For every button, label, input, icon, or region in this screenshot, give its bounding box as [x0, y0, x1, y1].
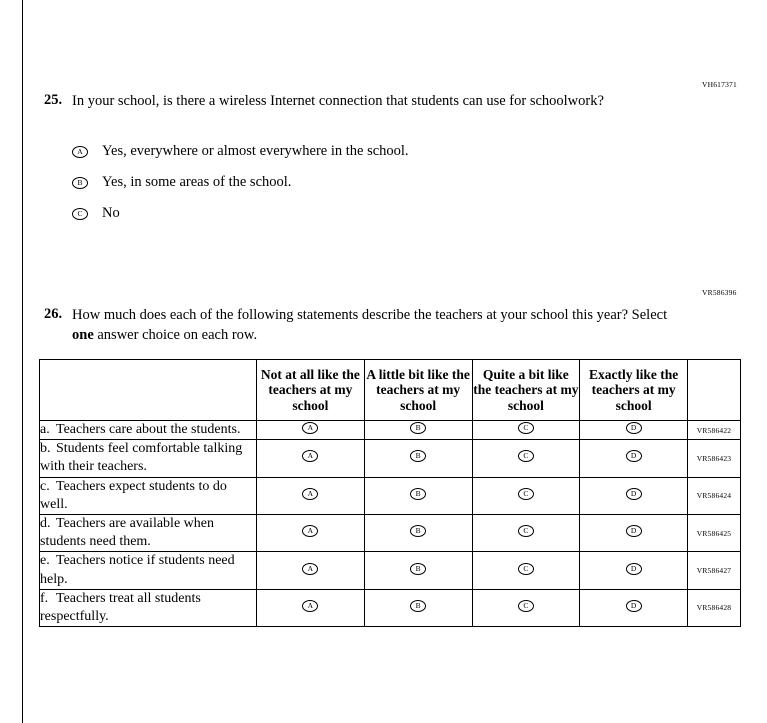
cell-e-2[interactable] [364, 552, 472, 589]
table-row [40, 440, 741, 477]
row-item-id: VR586428 [688, 589, 741, 626]
row-text: Teachers expect students to do well. [40, 478, 227, 512]
radio-bubble-icon[interactable] [72, 177, 88, 189]
table-row [40, 552, 741, 589]
table-row [40, 514, 741, 551]
row-text: Teachers are available when students need them. [40, 515, 214, 550]
row-letter: c. [40, 478, 50, 494]
radio-bubble-icon[interactable] [302, 422, 318, 434]
question-26-text [72, 306, 684, 345]
row-text: Teachers notice if students need help. [40, 553, 235, 587]
row-text: Teachers treat all students respectfully. [40, 590, 201, 624]
question-25-text: In your school, is there a wireless Internet connection that students can use for schoolwork? [72, 93, 604, 109]
bubble-letter: D [630, 600, 637, 610]
row-item-id: VR586425 [688, 514, 741, 551]
radio-bubble-icon[interactable] [518, 422, 534, 434]
column-header-quite-a-bit: Quite a bit like the teachers at my school [472, 360, 580, 421]
bubble-letter: D [630, 488, 637, 498]
cell-e-1[interactable] [257, 552, 365, 589]
radio-bubble-icon[interactable] [518, 525, 534, 537]
bubble-letter: A [77, 147, 83, 156]
radio-bubble-icon[interactable] [518, 563, 534, 575]
row-letter: d. [40, 515, 51, 531]
radio-bubble-icon[interactable] [410, 563, 426, 575]
cell-d-2[interactable] [364, 514, 472, 551]
row-item-id: VR586422 [688, 421, 741, 440]
bubble-letter: B [415, 526, 421, 536]
column-header-item-id [688, 360, 741, 421]
bubble-letter: B [77, 177, 83, 187]
option-row[interactable] [72, 142, 409, 161]
row-text: Teachers care about the students. [56, 422, 241, 437]
radio-bubble-icon[interactable] [72, 208, 88, 220]
table-header-row [40, 360, 741, 421]
bubble-letter: A [307, 600, 314, 610]
radio-bubble-icon[interactable] [626, 488, 642, 500]
option-label: No [102, 204, 120, 221]
radio-bubble-icon[interactable] [518, 450, 534, 462]
column-header-exactly-like: Exactly like the teachers at my school [580, 360, 688, 421]
bubble-letter: C [77, 208, 83, 218]
radio-bubble-icon[interactable] [302, 450, 318, 462]
bubble-letter: A [307, 488, 314, 498]
bubble-letter: B [415, 423, 421, 433]
radio-bubble-icon[interactable] [518, 600, 534, 612]
bubble-letter: C [523, 526, 529, 536]
cell-c-4[interactable] [580, 477, 688, 514]
question-25-item-id: VH617371 [702, 80, 737, 89]
cell-a-4[interactable] [580, 421, 688, 440]
radio-bubble-icon[interactable] [302, 525, 318, 537]
cell-a-3[interactable] [472, 421, 580, 440]
option-row[interactable] [72, 204, 409, 223]
radio-bubble-icon[interactable] [410, 600, 426, 612]
bubble-letter: D [630, 451, 637, 461]
bubble-letter: D [630, 526, 637, 536]
bubble-letter: B [415, 451, 421, 461]
cell-d-3[interactable] [472, 514, 580, 551]
bubble-letter: B [415, 600, 421, 610]
left-margin-rule [22, 0, 23, 723]
bubble-letter: C [523, 423, 529, 433]
bubble-letter: C [523, 488, 529, 498]
cell-d-4[interactable] [580, 514, 688, 551]
option-row[interactable] [72, 173, 409, 192]
bubble-letter: D [630, 423, 637, 433]
bubble-letter: C [523, 600, 529, 610]
radio-bubble-icon[interactable] [410, 422, 426, 434]
row-letter: f. [40, 590, 49, 606]
cell-b-3[interactable] [472, 440, 580, 477]
question-26-text-after: answer choice on each row. [93, 326, 258, 343]
radio-bubble-icon[interactable] [410, 525, 426, 537]
row-stem-d [40, 514, 257, 551]
bubble-letter: D [630, 563, 637, 573]
radio-bubble-icon[interactable] [302, 563, 318, 575]
row-letter: a. [40, 422, 50, 437]
cell-f-3[interactable] [472, 589, 580, 626]
matrix-corner-cell [40, 360, 257, 421]
radio-bubble-icon[interactable] [626, 525, 642, 537]
cell-f-4[interactable] [580, 589, 688, 626]
cell-c-2[interactable] [364, 477, 472, 514]
table-row [40, 477, 741, 514]
bubble-letter: C [523, 451, 529, 461]
question-26-text-before: How much does each of the following statements describe the teachers at your school this year? Select [72, 307, 668, 323]
cell-f-1[interactable] [257, 589, 365, 626]
question-25-options [72, 142, 409, 235]
cell-a-2[interactable] [364, 421, 472, 440]
bubble-letter: A [307, 526, 314, 536]
row-item-id: VR586423 [688, 440, 741, 477]
radio-bubble-icon[interactable] [626, 600, 642, 612]
question-26-block [44, 306, 684, 345]
row-stem-b [40, 440, 257, 477]
cell-b-1[interactable] [257, 440, 365, 477]
radio-bubble-icon[interactable] [302, 600, 318, 612]
question-26-number: 26. [44, 306, 63, 322]
radio-bubble-icon[interactable] [518, 488, 534, 500]
option-label: Yes, everywhere or almost everywhere in the school. [102, 143, 409, 159]
option-label: Yes, in some areas of the school. [102, 173, 292, 190]
radio-bubble-icon[interactable] [626, 450, 642, 462]
radio-bubble-icon[interactable] [410, 488, 426, 500]
row-letter: e. [40, 553, 50, 569]
cell-d-1[interactable] [257, 514, 365, 551]
question-25-number: 25. [44, 92, 63, 108]
cell-b-4[interactable] [580, 440, 688, 477]
bubble-letter: A [307, 451, 314, 461]
cell-f-2[interactable] [364, 589, 472, 626]
radio-bubble-icon[interactable] [626, 422, 642, 434]
cell-b-2[interactable] [364, 440, 472, 477]
column-header-a-little-bit: A little bit like the teachers at my school [364, 360, 472, 421]
question-26-matrix-table [39, 359, 741, 627]
row-item-id: VR586427 [688, 552, 741, 589]
radio-bubble-icon[interactable] [410, 450, 426, 462]
bubble-letter: C [523, 563, 529, 573]
row-stem-c [40, 477, 257, 514]
bubble-letter: A [307, 563, 314, 573]
table-row [40, 421, 741, 440]
radio-bubble-icon[interactable] [626, 563, 642, 575]
row-stem-e [40, 552, 257, 589]
row-text: Students feel comfortable talking with their teachers. [40, 441, 243, 475]
bubble-letter: B [415, 563, 421, 573]
cell-e-4[interactable] [580, 552, 688, 589]
radio-bubble-icon[interactable] [72, 146, 88, 158]
radio-bubble-icon[interactable] [302, 488, 318, 500]
question-26-item-id: VR586396 [702, 288, 737, 297]
row-stem-f [40, 589, 257, 626]
bubble-letter: B [415, 488, 421, 498]
cell-c-3[interactable] [472, 477, 580, 514]
row-stem-a [40, 421, 257, 440]
cell-a-1[interactable] [257, 421, 365, 440]
cell-c-1[interactable] [257, 477, 365, 514]
question-26-emphasis: one [72, 326, 94, 343]
cell-e-3[interactable] [472, 552, 580, 589]
bubble-letter: A [307, 423, 314, 433]
table-row [40, 589, 741, 626]
row-letter: b. [40, 441, 51, 457]
row-item-id: VR586424 [688, 477, 741, 514]
question-25-block [44, 92, 644, 112]
column-header-not-at-all: Not at all like the teachers at my school [257, 360, 365, 421]
